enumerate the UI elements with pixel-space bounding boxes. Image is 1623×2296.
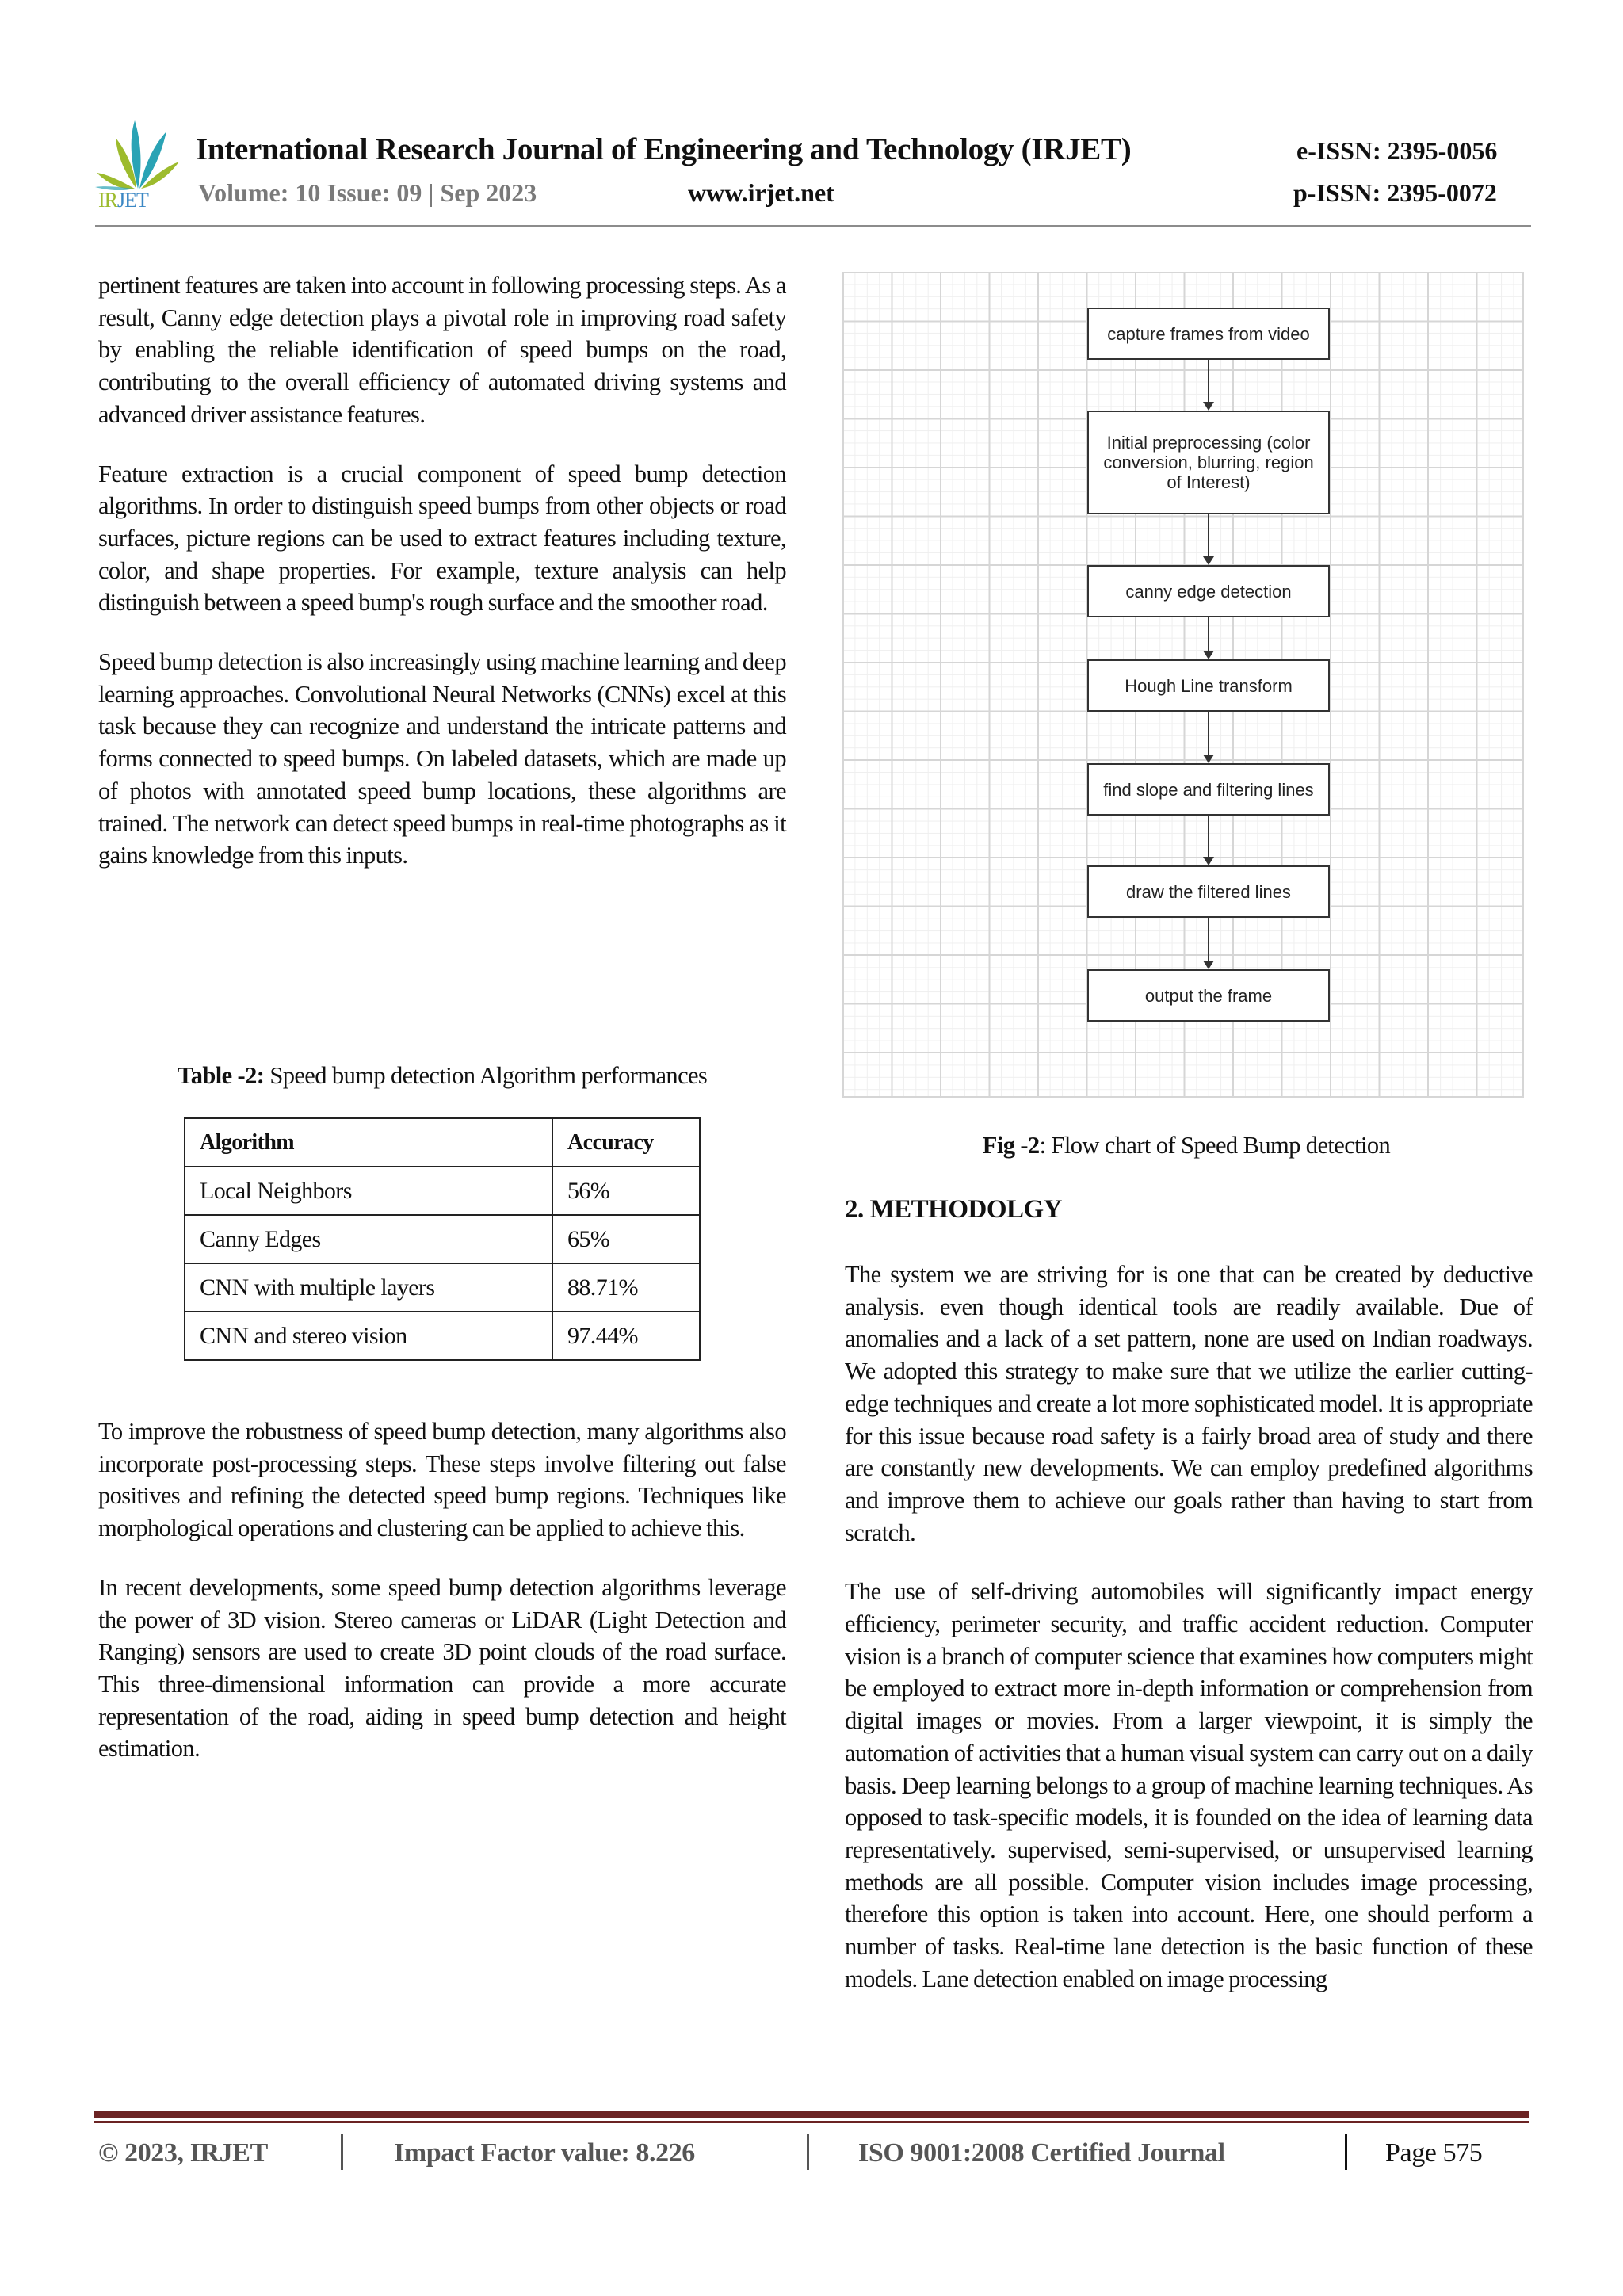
algorithm-cell: CNN with multiple layers [185, 1263, 552, 1312]
arrow-down-icon [1208, 816, 1209, 864]
column-header-algorithm: Algorithm [185, 1118, 552, 1167]
column-header-accuracy: Accuracy [552, 1118, 700, 1167]
algorithm-performance-table [184, 1117, 701, 1361]
table-row [185, 1312, 700, 1360]
accuracy-cell: 65% [552, 1215, 700, 1263]
leaf-logo-icon [94, 117, 182, 190]
arrow-down-icon [1208, 918, 1209, 968]
footer-impact-factor: Impact Factor value: 8.226 [394, 2138, 695, 2168]
logo-text-ir: IR [98, 189, 117, 212]
algorithm-cell: Local Neighbors [185, 1167, 552, 1215]
paragraph: The system we are striving for is one that can be created by deductive analysis. even though identical tools are readily available. Due of anomalies and a lack of a set pattern, none are used on Indian roadways. We adopted this strategy to make sure that we utilize the earlier cutting-edge techniques and create a lot more sophisticated model. It is appropriate for this issue because road safety is a fairly broad area of study and there are constantly new developments. We can employ predefined algorithms and improve them to achieve our goals rather than having to start from scratch. [845, 1261, 1533, 1546]
arrow-down-icon [1208, 712, 1209, 762]
journal-website-link[interactable]: www.irjet.net [688, 178, 834, 207]
flow-step-draw-lines: draw the filtered lines [1087, 865, 1330, 918]
paragraph: Speed bump detection is also increasingly using machine learning and deep learning approaches. Convolutional Neural Networks (CNNs) excel at this task because they can recognize and understand the intricate patterns and forms connected to speed bumps. On labeled datasets, which are made up of photos with annotated speed bump locations, these algorithms are trained. The network can detect speed bumps in real-time photographs as it gains knowledge from this inputs. [98, 648, 786, 869]
figure-caption [842, 1132, 1530, 1159]
accuracy-cell: 56% [552, 1167, 700, 1215]
table-header-row [185, 1118, 700, 1167]
logo-text [98, 189, 148, 212]
paragraph: In recent developments, some speed bump detection algorithms leverage the power of 3D vision. Stereo cameras or LiDAR (Light Detection and Ranging) sensors are used to create 3D point clouds of the road surface. This three-dimensional information can provide a more accurate representation of the road, aiding in speed bump detection and height estimation. [98, 1573, 786, 1763]
accuracy-cell: 88.71% [552, 1263, 700, 1312]
table-row [185, 1263, 700, 1312]
paragraph: The use of self-driving automobiles will significantly impact energy efficiency, perimeter security, and traffic accident reduction. Computer vision is a branch of computer science that examines how computers might be employed to extract more in-depth information or comprehension from digital images or movies. From a larger viewpoint, it is simply the automation of activities that a human visual system can carry out on a daily basis. Deep learning belongs to a group of machine learning techniques. As opposed to task-specific models, it is founded on the idea of learning data representatively. supervised, semi-supervised, or unsupervised learning methods are all possible. Computer vision includes image processing, therefore this option is taken into account. Here, one should perform a number of tasks. Real-time lane detection is the basic function of these models. Lane detection enabled on image processing [845, 1578, 1533, 1992]
algorithm-cell: CNN and stereo vision [185, 1312, 552, 1360]
figure-caption-text: : Flow chart of Speed Bump detection [1039, 1132, 1391, 1159]
right-column [845, 1259, 1533, 2022]
left-column-continued [98, 1415, 786, 1792]
flow-step-output-frame: output the frame [1087, 969, 1330, 1022]
flow-step-hough-transform: Hough Line transform [1087, 659, 1330, 712]
left-column [98, 269, 786, 899]
table-caption [98, 1062, 786, 1090]
arrow-down-icon [1208, 360, 1209, 409]
volume-info: Volume: 10 Issue: 09 | Sep 2023 [198, 178, 537, 207]
journal-logo [94, 117, 182, 211]
table-caption-label: Table -2: [177, 1062, 265, 1089]
figure-caption-label: Fig -2 [982, 1132, 1040, 1159]
footer-line [94, 2121, 1529, 2123]
logo-text-jet: JET [117, 189, 148, 212]
flow-step-canny-edge: canny edge detection [1087, 565, 1330, 617]
arrow-down-icon [1208, 617, 1209, 658]
section-heading: 2. METHODOLGY [845, 1195, 1063, 1224]
footer-certification: ISO 9001:2008 Certified Journal [858, 2138, 1225, 2168]
flow-step-find-slope: find slope and filtering lines [1087, 763, 1330, 816]
footer-separator [807, 2134, 809, 2170]
footer-bar [94, 2111, 1529, 2118]
arrow-down-icon [1208, 514, 1209, 563]
table-caption-text: Speed bump detection Algorithm performances [264, 1062, 708, 1089]
journal-title: International Research Journal of Engineering and Technology (IRJET) [196, 132, 1132, 166]
footer-separator [1345, 2134, 1347, 2170]
paragraph: pertinent features are taken into account in following processing steps. As a result, Canny edge detection plays a pivotal role in improving road safety by enabling the reliable identification of speed bumps on the road, contributing to the overall efficiency of automated driving systems and advanced driver assistance features. [98, 272, 786, 428]
e-issn: e-ISSN: 2395-0056 [1296, 136, 1498, 165]
p-issn: p-ISSN: 2395-0072 [1293, 178, 1497, 207]
footer-copyright: © 2023, IRJET [98, 2138, 268, 2168]
paragraph: Feature extraction is a crucial component of speed bump detection algorithms. In order to distinguish speed bumps from other objects or road surfaces, picture regions can be used to extract features including texture, color, and shape properties. For example, texture analysis can help distinguish between a speed bump's rough surface and the smoother road. [98, 460, 786, 617]
paragraph: To improve the robustness of speed bump detection, many algorithms also incorporate post-processing steps. These steps involve filtering out false positives and refining the detected speed bump regions. Techniques like morphological operations and clustering can be applied to achieve this. [98, 1418, 786, 1542]
algorithm-cell: Canny Edges [185, 1215, 552, 1263]
flow-step-capture-frames: capture frames from video [1087, 308, 1330, 360]
table-row [185, 1215, 700, 1263]
footer-separator [341, 2134, 343, 2170]
flow-step-preprocessing: Initial preprocessing (color conversion, blurring, region of Interest) [1087, 411, 1330, 514]
footer-page-number: Page 575 [1385, 2138, 1483, 2168]
header-divider [95, 225, 1531, 227]
table-row [185, 1167, 700, 1215]
accuracy-cell: 97.44% [552, 1312, 700, 1360]
